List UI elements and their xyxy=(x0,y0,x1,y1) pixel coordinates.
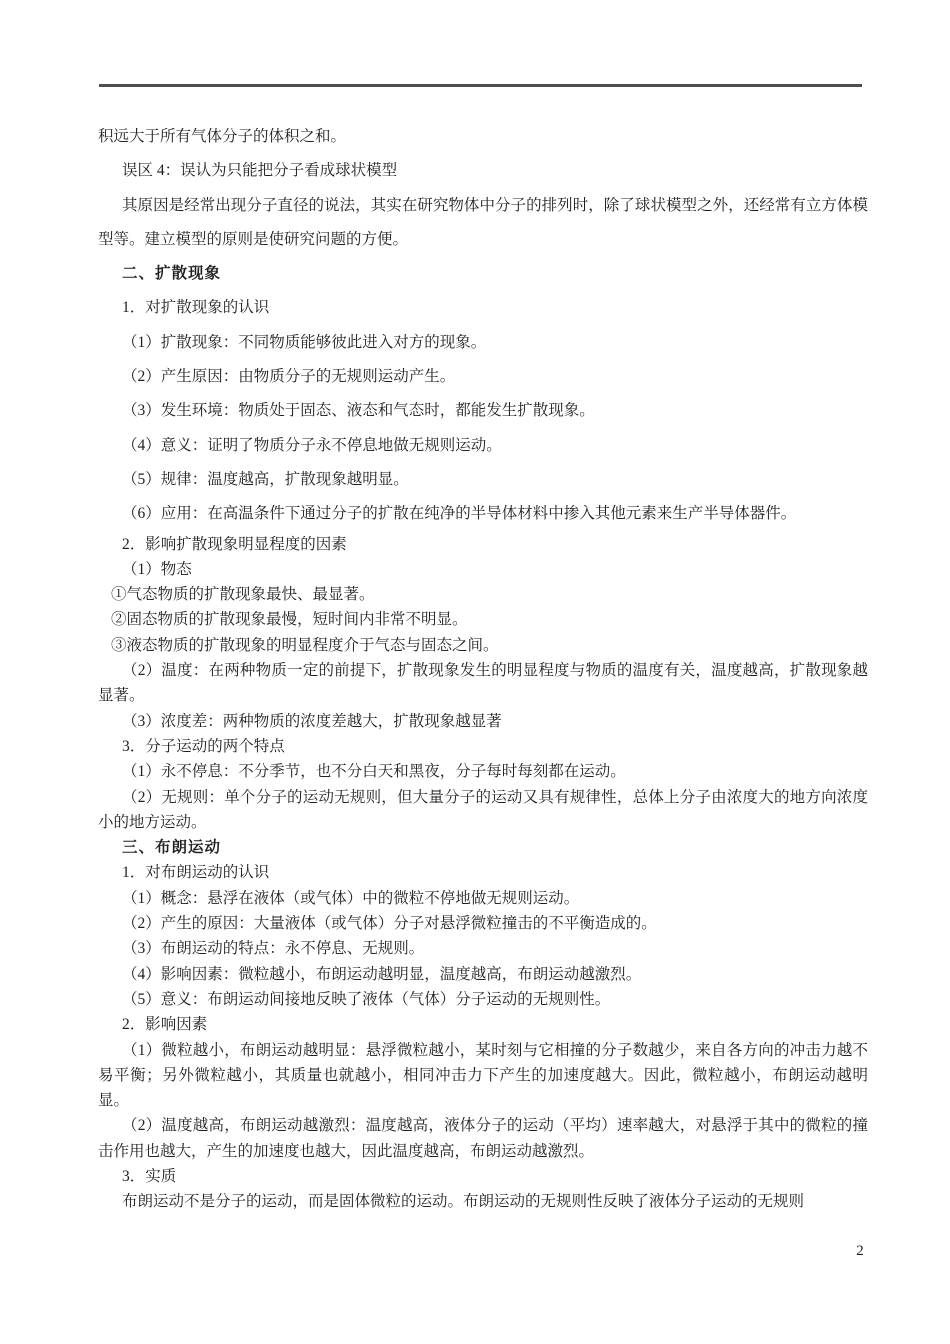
section-upper xyxy=(98,120,868,532)
header-rule xyxy=(99,84,862,87)
paragraph: （2）产生原因：由物质分子的无规则运动产生。 xyxy=(122,368,456,386)
paragraph: （1）永不停息：不分季节，也不分白天和黑夜，分子每时每刻都在运动。 xyxy=(122,763,626,781)
paragraph: 1．对扩散现象的认识 xyxy=(122,299,270,317)
section-heading: 二、扩散现象 xyxy=(122,265,222,283)
page-number: 2 xyxy=(856,1243,864,1259)
paragraph: （2）产生的原因：大量液体（或气体）分子对悬浮微粒撞击的不平衡造成的。 xyxy=(122,915,657,933)
paragraph: （3）布朗运动的特点：永不停息、无规则。 xyxy=(122,940,425,958)
paragraph: （1）扩散现象：不同物质能够彼此进入对方的现象。 xyxy=(122,333,487,351)
paragraph: ③液态物质的扩散现象的明显程度介于气态与固态之间。 xyxy=(111,636,499,654)
paragraph: ②固态物质的扩散现象最慢，短时间内非常不明显。 xyxy=(111,611,468,629)
paragraph: 2．影响扩散现象明显程度的因素 xyxy=(122,535,347,553)
paragraph: 布朗运动不是分子的运动，而是固体微粒的运动。布朗运动的无规则性反映了液体分子运动的无规则 xyxy=(122,1193,805,1211)
paragraph: ①气态物质的扩散现象最快、最显著。 xyxy=(111,586,375,604)
paragraph: （2）无规则：单个分子的运动无规则，但大量分子的运动又具有规律性，总体上分子由浓度大的地方向浓度小的地方运动。 xyxy=(98,788,868,831)
paragraph: 2．影响因素 xyxy=(122,1016,208,1034)
paragraph: （2）温度：在两种物质一定的前提下，扩散现象发生的明显程度与物质的温度有关，温度越高，扩散现象越显著。 xyxy=(98,662,868,705)
paragraph: 积远大于所有气体分子的体积之和。 xyxy=(98,128,347,145)
paragraph: （1）概念：悬浮在液体（或气体）中的微粒不停地做无规则运动。 xyxy=(122,889,580,907)
section-lower xyxy=(98,532,868,1215)
paragraph: （1）微粒越小，布朗运动越明显：悬浮微粒越小，某时刻与它相撞的分子数越少，来自各方向的冲击力越不易平衡；另外微粒越小，其质量也就越小，相同冲击力下产生的加速度越大。因此，微粒越小，布朗运动越明显。 xyxy=(98,1041,868,1110)
paragraph: （4）影响因素：微粒越小，布朗运动越明显，温度越高，布朗运动越激烈。 xyxy=(122,965,642,983)
paragraph: （6）应用：在高温条件下通过分子的扩散在纯净的半导体材料中掺入其他元素来生产半导体器件。 xyxy=(122,505,797,523)
paragraph: （5）规律：温度越高，扩散现象越明显。 xyxy=(122,470,409,488)
paragraph: （2）温度越高，布朗运动越激烈：温度越高，液体分子的运动（平均）速率越大，对悬浮于其中的微粒的撞击作用也越大，产生的加速度也越大，因此温度越高，布朗运动越激烈。 xyxy=(98,1117,868,1160)
paragraph: （3）发生环境：物质处于固态、液态和气态时，都能发生扩散现象。 xyxy=(122,402,595,420)
paragraph: 3．实质 xyxy=(122,1167,177,1185)
document-body xyxy=(98,120,868,1215)
paragraph: 3．分子运动的两个特点 xyxy=(122,737,285,755)
paragraph: 误区 4：误认为只能把分子看成球状模型 xyxy=(122,162,398,180)
paragraph: （3）浓度差：两种物质的浓度差越大，扩散现象越显著 xyxy=(122,712,502,730)
section-heading: 三、布朗运动 xyxy=(122,839,222,857)
paragraph: （4）意义：证明了物质分子永不停息地做无规则运动。 xyxy=(122,436,502,454)
paragraph: （1）物态 xyxy=(122,560,192,578)
paragraph: （5）意义：布朗运动间接地反映了液体（气体）分子运动的无规则性。 xyxy=(122,990,611,1008)
paragraph: 1．对布朗运动的认识 xyxy=(122,864,270,882)
paragraph: 其原因是经常出现分子直径的说法，其实在研究物体中分子的排列时，除了球状模型之外，还经常有立方体模型等。建立模型的原则是使研究问题的方便。 xyxy=(98,196,868,248)
